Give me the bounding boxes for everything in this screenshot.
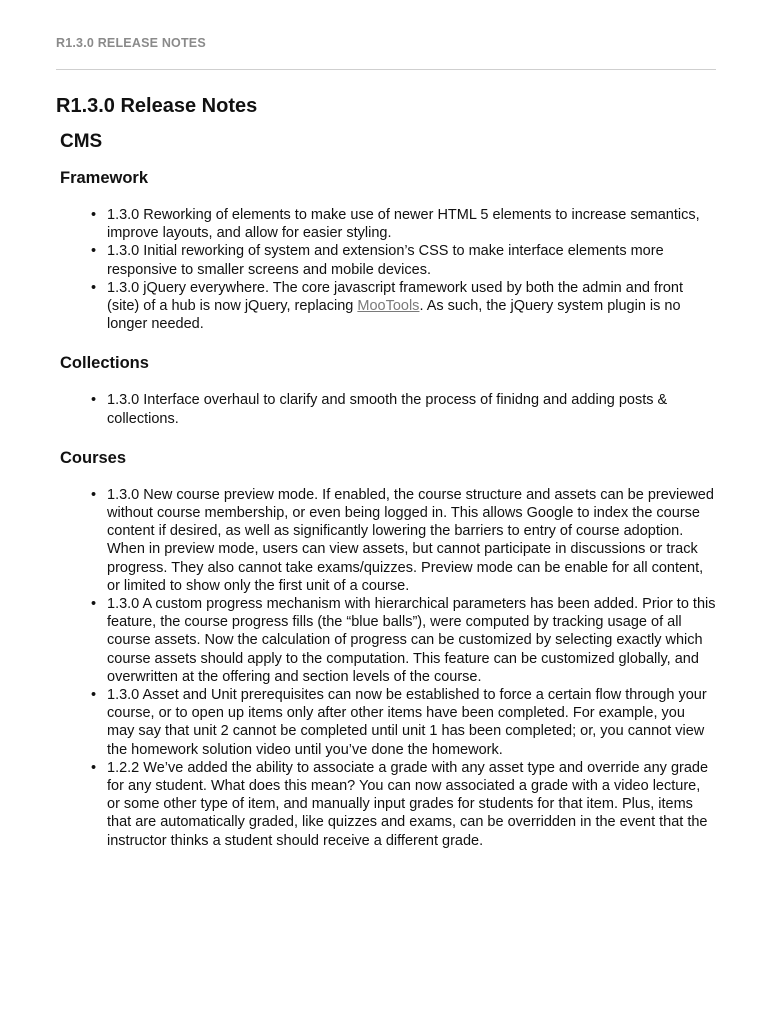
list-item-text: 1.3.0 jQuery everywhere. The core javascript framework used by both the admin and front (site) of a hub is now jQuery, replacing [107, 279, 683, 315]
framework-list [56, 206, 716, 333]
subsection-heading-courses: Courses [60, 448, 127, 467]
list-item: • 1.3.0 Interface overhaul to clarify and smooth the process of finidng and adding posts & collections. [107, 391, 716, 427]
list-item [107, 279, 716, 334]
list-item-text: . As such, the jQuery system plugin is no longer needed. [107, 298, 681, 333]
mootools-link[interactable]: MooTools [357, 298, 420, 315]
page-title: R1.3.0 Release Notes [56, 95, 258, 117]
header-divider [56, 69, 716, 70]
document-content [56, 92, 716, 850]
subsection-heading-framework: Framework [60, 169, 149, 187]
list-item: • 1.3.0 Reworking of elements to make use of newer HTML 5 elements to increase semantics, improve layouts, and allow for easier styling. [107, 206, 716, 242]
subsection-heading-collections: Collections [60, 354, 149, 373]
section-heading-cms: CMS [60, 131, 103, 152]
list-item: • 1.3.0 New course preview mode. If enabled, the course structure and assets can be previewed without course membership, or even being logged in. This allows Google to index the course content if desired, as well as significantly lowering the barriers to entry of course adoption. When in preview mode, users can view assets, but cannot participate in discussions or track progress. They also cannot take exams/quizzes. Preview mode can be enable for all content, or limited to show only the first unit of a course. [107, 486, 716, 595]
list-item: • 1.3.0 Initial reworking of system and extension’s CSS to make interface elements more responsive to smaller screens and mobile devices. [107, 242, 716, 278]
list-item: • 1.3.0 A custom progress mechanism with hierarchical parameters has been added. Prior to this feature, the course progress fills (the “blue balls”), were computed by tracking usage of all course assets. Now the calculation of progress can be customized by selecting exactly which course assets should apply to the computation. This feature can be customized globally, and overwritten at the offering and section levels of the course. [107, 595, 716, 686]
list-item: • 1.2.2 We’ve added the ability to associate a grade with any asset type and override any grade for any student. What does this mean? You can now associated a grade with a video lecture, or some other type of item, and manually input grades for students for that item. Plus, items that are automatically graded, like quizzes and exams, can be overridden in the event that the instructor thinks a student should receive a different grade. [107, 759, 716, 850]
collections-list [56, 391, 716, 427]
list-item: • 1.3.0 Asset and Unit prerequisites can now be established to force a certain flow through your course, or to open up items only after other items have been completed. For example, you may say that unit 2 cannot be completed until unit 1 has been completed; or, you cannot view the homework solution video until you’ve done the homework. [107, 686, 716, 759]
running-header: R1.3.0 RELEASE NOTES [56, 36, 206, 50]
courses-list [56, 486, 716, 850]
